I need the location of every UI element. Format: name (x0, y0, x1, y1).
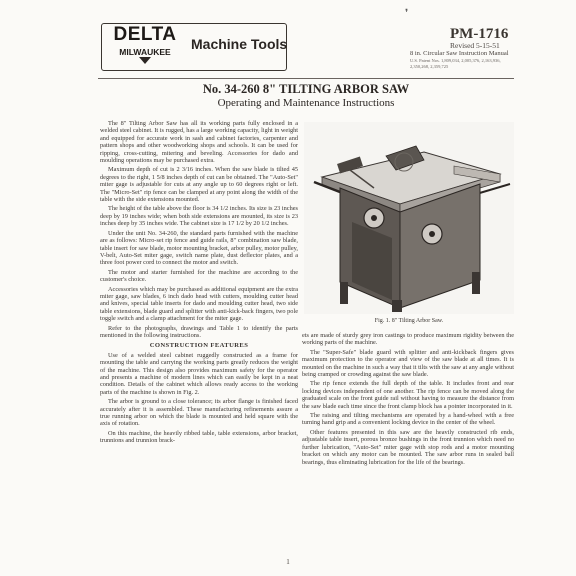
paragraph: On this machine, the heavily ribbed table, table extensions, arbor bracket, trunnions and trunnion brack- (100, 429, 298, 445)
paragraph: The 8" Tilting Arbor Saw has all its working parts fully enclosed in a welded steel cabinet. It is rugged, has a large working capacity, light in weight and equipped for accurate work in sash and cabinet factories, carpenter and pattern shops and other woodworking shops and schools. It can be used for ripping, cross-cutting, mitering and beveling. Accessories for dado and moulding operations may be purchased extra. (100, 120, 298, 165)
right-column (302, 332, 514, 468)
page-number: 1 (286, 558, 290, 566)
paragraph: Maximum depth of cut is 2 3/16 inches. When the saw blade is tilted 45 degrees to the right, 1 5/8 inches depth of cut can be obtained. The "Auto-Set" miter gage is adjustable for cuts at any angle up to 60 degrees right or left. The "Micro-Set" rip fence can be clamped at any point along the width of the table with the side extensions mounted. (100, 166, 298, 204)
logo-city: MILWAUKEE (119, 47, 171, 57)
paragraph: Refer to the photographs, drawings and Table 1 to identify the parts mentioned in the following instructions. (100, 324, 298, 339)
delta-logo (103, 24, 187, 66)
paragraph: The raising and tilting mechanisms are operated by a hand-wheel with a free turning hand grip and a convenient locking device in the center of the wheel. (302, 412, 514, 427)
paragraph: The arbor is ground to a close tolerance; its arbor flange is finished faced accurately after it is assembled. These manufacturing refinements assure a true running arbor on which the blade is mounted and held square with the axis of rotation. (100, 398, 298, 428)
revised-date: Revised 5-15-51 (450, 41, 500, 50)
logo-brand: DELTA (113, 24, 177, 45)
paragraph: Under the unit No. 34-260, the standard parts furnished with the machine are as follows: Micro-set rip fence and guide rails, 8" combination saw blade, table insert for saw blade, motor mounting bracket, arbor pulley, motor pulley, V-belt, Auto-Set miter gage, switch name plate, dust deflector plates, and a three foot power cord to connect the motor and switch. (100, 229, 298, 267)
tilting-arbor-saw-illustration (304, 122, 514, 314)
page-title: No. 34-260 8" TILTING ARBOR SAW (202, 82, 410, 96)
figure-caption: Fig. 1. 8" Tilting Arbor Saw. (374, 318, 444, 324)
company-name: Machine Tools (191, 36, 288, 52)
paragraph: Accessories which may be purchased as additional equipment are the extra miter gage, saw blades, 6 inch dado head with cutters, moulding cutter head and knives, special table inserts for dado and moulding cutter head, two side table extensions, blade guard and splitter with anti-kick-back fingers, two pole toggle switch and a clamp attachment for the miter gage. (100, 285, 298, 323)
scan-mark: ❜ (405, 8, 409, 19)
paragraph: ets are made of sturdy grey iron castings to produce maximum rigidity between the working parts of the machine. (302, 332, 514, 347)
doc-number: PM-1716 (450, 26, 509, 42)
manual-type: 8 in. Circular Saw Instruction Manual (410, 50, 509, 57)
saw-photo (304, 122, 514, 314)
paragraph: The motor and starter furnished for the machine are according to the customer's choice. (100, 268, 298, 284)
divider (98, 78, 514, 79)
logo-triangle-icon (139, 57, 151, 64)
paragraph: The rip fence extends the full depth of the table. It includes front and rear locking devices independent of one another. The rip fence can be moved along the graduated scale on the front guide rail without having to measure the distance from the saw blade each time since the front clamp block has a pointer incorporated in it. (302, 380, 514, 410)
page-subtitle: Operating and Maintenance Instructions (217, 97, 395, 109)
left-column (100, 120, 298, 447)
section-heading: CONSTRUCTION FEATURES (149, 342, 249, 350)
paragraph: The "Super-Safe" blade guard with splitter and anti-kickback fingers gives maximum protection to the operator and view of the saw blade at all times. It is mounted on the machine in such a way that it tilts with the saw at any angle without being cramped or crowding against the saw blade. (302, 348, 514, 379)
paragraph: Other features presented in this saw are the heavily constructed rib ends, adjustable table insert, porous bronze bushings in the front trunnion which need no further lubrication, "Auto-Set" miter gage with stop rods and a motor mounting bracket on which any motor can be mounted. The saw arbor runs in sealed ball bearings, thus eliminating lubrication for the life of the bearings. (302, 428, 514, 466)
patent-numbers: U.S. Patent Nos. 1,809,034, 2,005,376, 2,163,936, 2,350,268, 2,359,725 (410, 58, 501, 69)
paragraph: Use of a welded steel cabinet ruggedly constructed as a frame for mounting the table and carrying the working parts greatly reduces the weight of the machine. This design also provides maximum safety for the operator and presents a machine of modern lines which can easily be kept in a neat condition. Details of the cabinet which allows ready access to the working parts of the machine is shown in Fig. 2. (100, 351, 298, 396)
paragraph: The height of the table above the floor is 34 1/2 inches. Its size is 23 inches deep by 19 inches wide; when both side extensions are mounted, its size is 23 inches deep by 35 inches wide. The cabinet size is 17 1/2 by 20 1/2 inches. (100, 205, 298, 228)
